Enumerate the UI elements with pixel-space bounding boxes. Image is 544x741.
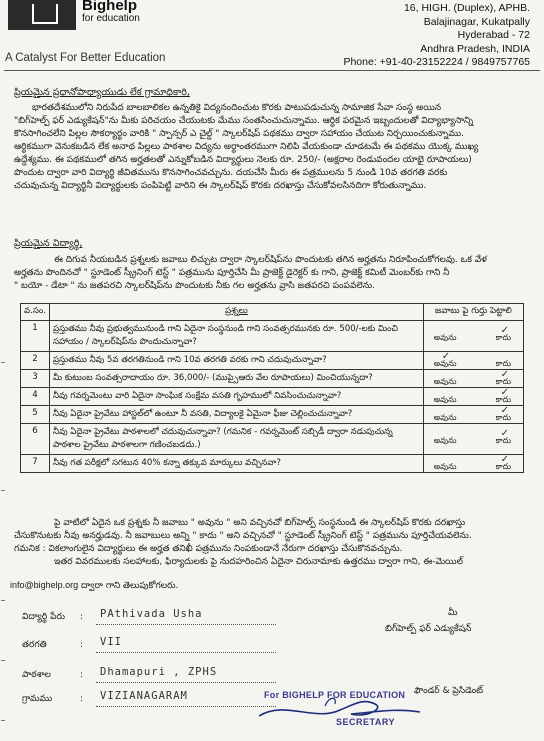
answer-yes[interactable]: అవును [433, 436, 457, 445]
answer-yes[interactable]: అవును [433, 395, 457, 404]
paragraph-student [14, 254, 530, 293]
answer-cell[interactable] [423, 406, 523, 424]
label-school: పాఠశాల [22, 670, 51, 680]
text-line: పొందుట ద్వారా వారి విద్యార్థి జీవితమును కొనసాగించవచ్చును. దయచేసి మీరు ఈ పత్రములను 5 నుండి 10వ తరగతి వరకు [14, 168, 448, 178]
signature-image [255, 692, 425, 726]
question-number: 4 [21, 388, 50, 406]
text-line: ఉద్దేశ్యము. ఈ పథకములో తగిన అర్హతలతో ఎన్నుకోబడిన విద్యార్థులు నెలకు రూ. 250/- (అక్షరాల రెండువందల యాభై రూపాయలు) [14, 155, 472, 165]
question-text: నీవు ఏదైనా ప్రైవేటు హాస్టల్‌లో ఉంటూ నీ వసతి, విద్యాలకై ఏమైనా ఫీజు చెల్లించుచున్నావా? [49, 406, 423, 424]
answer-no[interactable]: కాదు [495, 333, 511, 342]
question-number: 1 [21, 321, 50, 352]
eligibility-table [20, 303, 524, 473]
class-value[interactable]: VII [100, 636, 122, 648]
table-row [21, 321, 524, 352]
text-line: ఇతర వివరములకు సలహాలకు, ఫిర్యాదులకు పై నుదహరించిన ఏదైనా చిరునామాకు ఉత్తరము ద్వారా గాని, ఈ-మెయిల్ [54, 557, 463, 567]
question-text: నీవు గవర్నమెంటు వారి ఏదైనా సాంఘిక సంక్షేమ వసతి గృహములో నివసించుచున్నావా? [49, 388, 423, 406]
text-line: " బయో - డేటా " ను జతపరచి స్కాలర్‌షిప్‌ను పొందుటకు నీకు గల అర్హతను వ్రాసి జతపరచి పంపవలెను. [14, 281, 376, 291]
text-line: ఆర్థికముగా వెనుకబడిన లేక అనాథ పిల్లలు పాఠశాల విద్యను అర్థాంతరముగా నిలిపి వేయకుండా చూడటమే ఈ పథకము యొక్క ముఖ్య [14, 142, 479, 152]
text-line: చేసుకొనుటకు నీవు అనర్హుడవు. నీ జవాబులు అన్ని " కాదు " అని వచ్చినచో " స్టూడెంట్ స్క్రీనింగ్ టెస్ట్ " పత్రమును పూర్తిచేయవలెను. [14, 531, 472, 541]
tick-mark-icon: ✓ [500, 454, 509, 465]
answer-yes[interactable]: అవును [433, 462, 457, 471]
signoff-org: బిగ్‌హెల్ప్ ఫర్ ఎడ్యుకేషన్ [385, 624, 472, 634]
stamp-org: For BIGHELP FOR EDUCATION [264, 690, 406, 700]
paragraph-intro [14, 102, 530, 193]
address-block [343, 2, 530, 70]
question-number: 6 [21, 424, 50, 455]
table-row [21, 455, 524, 473]
signoff-yours: మీ [448, 608, 458, 618]
tick-mark-icon: ✓ [500, 428, 509, 439]
text-line: భారతదేశములోని నిరుపేద బాలబాలికల ఉన్నతికై విద్యనందించుట కొరకు పాటుపడుచున్న సామాజిక సేవా సంస్థ అయిన [32, 103, 442, 113]
answer-yes[interactable]: అవును [433, 359, 457, 368]
margin-mark [1, 362, 5, 363]
answer-cell[interactable] [423, 370, 523, 388]
answer-yes[interactable]: అవును [433, 333, 457, 342]
address-line: 16, HIGH. (Duplex), APHB. [403, 2, 530, 14]
margin-mark [1, 600, 5, 601]
question-number: 3 [21, 370, 50, 388]
field-line [96, 682, 276, 683]
answer-no[interactable]: కాదు [495, 462, 511, 471]
field-line [96, 706, 276, 707]
answer-yes[interactable]: అవును [433, 413, 457, 422]
answer-cell[interactable] [423, 424, 523, 455]
student-name-value[interactable]: PAthivada Usha [100, 608, 203, 620]
text-line: "బిగ్‌హెల్ప్ ఫర్ ఎడ్యుకేషన్"ను మీకు పరిచయం చేయుటకు మేము సంతసించుచున్నాము. ఆర్ధిక పరమైన ఇబ్బందులతో విద్యాభ్యాసాన్ని [14, 116, 474, 126]
table-row [21, 406, 524, 424]
answer-cell[interactable] [423, 455, 523, 473]
email-link[interactable]: info@bighelp.org [10, 580, 79, 590]
table-row [21, 352, 524, 370]
answer-cell[interactable] [423, 352, 523, 370]
village-value[interactable]: VIZIANAGARAM [100, 690, 188, 702]
question-number: 5 [21, 406, 50, 424]
table-header-row [21, 304, 524, 321]
header-divider [4, 70, 540, 71]
answer-cell[interactable] [423, 321, 523, 352]
col-header-number: వ.సం. [21, 304, 50, 321]
address-line: Hyderabad - 72 [457, 29, 530, 41]
email-line [10, 580, 178, 593]
tick-mark-icon: ✓ [500, 387, 509, 398]
org-name: Bighelp [82, 0, 137, 14]
question-text: ప్రస్తుతము నీవు ప్రభుత్వమునుండి గాని ఏదైనా సంస్థనుండి గాని సంవత్సరమునకు రూ. 500/-లకు మించి సహాయం / స్కాలర్‌షిప్‌ను పొందుచున్నావా? [49, 321, 423, 352]
colon: : [80, 612, 84, 622]
address-line: Andhra Pradesh, INDIA [420, 42, 530, 55]
email-suffix: ద్వారా గాని తెలుపుకోగలరు. [78, 581, 179, 591]
field-line [96, 652, 276, 653]
answer-yes[interactable]: అవును [433, 377, 457, 386]
tick-mark-icon: ✓ [500, 325, 509, 336]
table-row [21, 388, 524, 406]
answer-no[interactable]: కాదు [495, 395, 511, 404]
org-subtitle: for education [82, 13, 140, 24]
salutation-student: ప్రియమైన విద్యార్థి, [14, 238, 83, 249]
question-number: 7 [21, 455, 50, 473]
answer-no[interactable]: కాదు [495, 377, 511, 386]
phone-line: Phone: +91-40-23152224 / 9849757765 [343, 56, 530, 68]
colon: : [80, 670, 84, 680]
salutation-principal: ప్రియమైన ప్రధానోపాధ్యాయుడు లేక గ్రామాధికారి, [14, 87, 190, 98]
margin-mark [1, 720, 5, 721]
margin-mark [1, 490, 5, 491]
school-value[interactable]: Dhamapuri , ZPHS [100, 666, 218, 678]
label-village: గ్రామము [22, 694, 53, 704]
note-line: గమనిక : వికలాంగులైన విద్యార్థులు ఈ అర్హత తనిఖీ పత్రమును నింపకుండానే నేరుగా దరఖాస్తు చేసుకొనవచ్చును. [14, 544, 403, 554]
question-text: నీవు గత పరీక్షలో సగటున 40% కన్నా తక్కువ మార్కులు వచ్చినవా? [49, 455, 423, 473]
answer-cell[interactable] [423, 388, 523, 406]
question-text: ప్రస్తుతము నీవు 5వ తరగతినుండి గాని 10వ తరగతి వరకు గాని చదువుచున్నావా? [49, 352, 423, 370]
answer-no[interactable]: కాదు [495, 413, 511, 422]
tagline: A Catalyst For Better Education [5, 52, 166, 64]
answer-no[interactable]: కాదు [495, 436, 511, 445]
tick-mark-icon: ✓ [441, 351, 451, 362]
question-text: నీవు ఏదైనా ప్రైవేటు పాఠశాలలో చదువుచున్నావా? (గమనిక - గవర్నమెంట్ సబ్సిడీ ద్వారా నడుపుచున్న పాఠశాల ప్రైవేటు పాఠశాలగా గణించబడదు.) [49, 424, 423, 455]
signoff-founder: ఫౌండర్ & ప్రెసిడెంట్ [414, 686, 484, 696]
question-number: 2 [21, 352, 50, 370]
label-class: తరగతి [22, 640, 47, 650]
table-row [21, 370, 524, 388]
tick-mark-icon: ✓ [500, 405, 509, 416]
logo-mark [8, 0, 76, 30]
answer-no[interactable]: కాదు [495, 359, 511, 368]
field-line [96, 624, 276, 625]
stamp-secretary: SECRETARY [336, 717, 396, 727]
margin-mark [1, 660, 5, 661]
col-header-question: ప్రశ్నలు [49, 304, 423, 321]
tick-mark-icon: ✓ [500, 369, 509, 380]
col-header-answer: జవాబు పై గుర్తు పెట్టాలి [423, 304, 523, 321]
label-student-name: విద్యార్థి పేరు [22, 612, 65, 622]
text-line: చదువుచున్న విద్యార్థినీ విద్యార్థులకు పంపిపెట్టి వారిని ఈ స్కాలర్‌షిప్ కొరకు దరఖాస్తు చేసుకోవలసినదిగా కోరుతున్నాము. [14, 181, 427, 191]
text-line: అర్హతను పొందినచో " స్టూడెంట్ స్క్రీనింగ్ టెస్ట్ " పత్రమును పూర్తిచేసి మీ ప్రాజెక్ట్ డైరెక్టర్ కు గాని, ప్రాజెక్ట్ కమిటీ మెంబర్‌కు గాని నీ [14, 268, 450, 278]
text-line: కొనసాగించలేని పిల్లల సౌకర్యార్థం వారికి " స్పాన్సర్ ఎ చైల్డ్ " స్కాలర్‌షిప్ పథకము ద్వారా సహాయం చేయుట నిర్చయించుకున్నాము. [14, 129, 464, 139]
text-line: పై వాటిలో ఏదైన ఒక ప్రశ్నకు నీ జవాబు " అవును " అని వచ్చినచో బిగ్‌హెల్ప్ సంస్థనుండి ఈ స్కాలర్‌షిప్ కొరకు దరఖాస్తు [54, 518, 466, 528]
address-line: Balajinagar, Kukatpally [423, 15, 530, 28]
colon: : [80, 640, 84, 650]
text-line: ఈ దిగువ నీయబడిన ప్రశ్నలకు జవాబు లిచ్చుట ద్వారా స్కాలర్‌షిప్‌ను పొందుటకు తగిన అర్హతను నిరూపించుకోగలవు. ఒక వేళ [54, 255, 487, 265]
notes-block [14, 517, 530, 569]
table-row [21, 424, 524, 455]
question-text: మీ కుటుంబ సంవత్సరాదాయం రూ. 36,000/- (ముప్పైఆరు వేల రూపాయలు) మించియున్నదా? [49, 370, 423, 388]
colon: : [80, 694, 84, 704]
